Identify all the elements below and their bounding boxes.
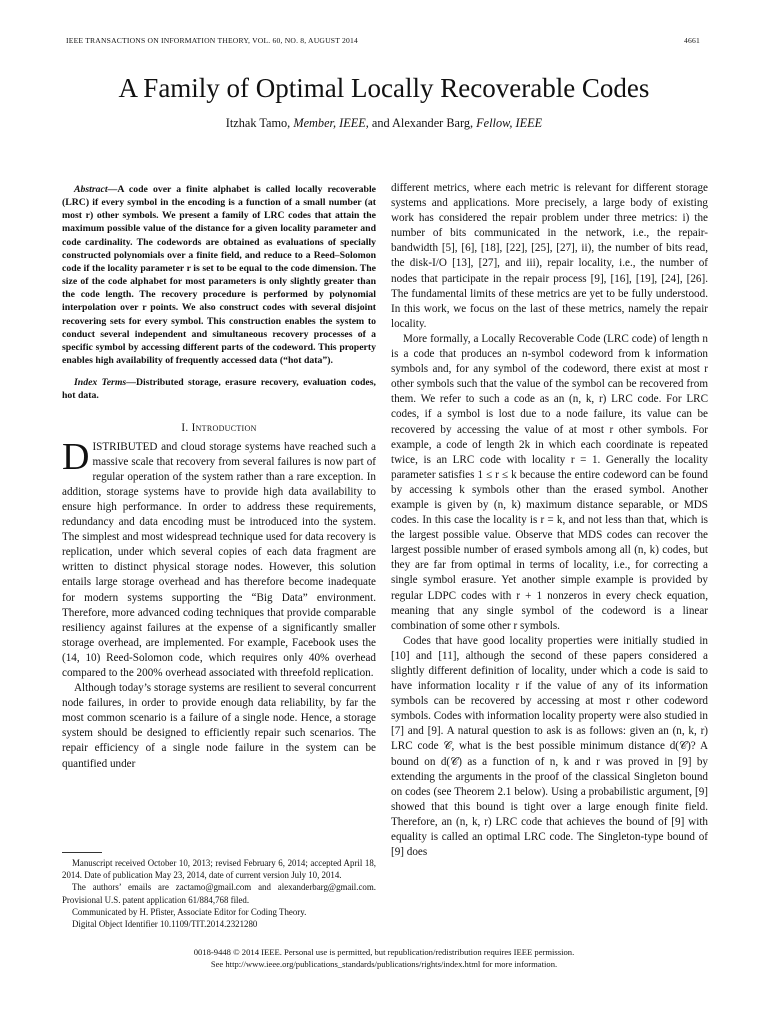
author-line <box>0 115 768 131</box>
intro-paragraph-1 <box>62 435 376 682</box>
footnote-doi: Digital Object Identifier 10.1109/TIT.2014.2321280 <box>72 919 258 930</box>
footnotes <box>62 857 376 930</box>
right-paragraph-2: More formally, a Locally Recoverable Code (LRC code) of length n is a code that produces an n-symbol codeword from k information symbols and, for any symbol of the codeword, there exist at most r other symbols such that the value of the symbol can be recovered from them. We refer to such a code as an (n, k, r) LRC code. For LRC codes, if a symbol is lost due to a node failure, its value can be recovered by accessing the value of at most r other symbols. For example, a code of length 2k in which each coordinate is repeated twice, is an LRC code with locality r = 1. Generally the locality parameter satisfies 1 ≤ r ≤ k because the entire codeword can be found by accessing k symbols other than the erased symbol. Another example is given by (n, k) maximum distance separable, or MDS codes. In this case the locality is r = k, and not less than that, which is the largest possible value. Observe that MDS codes can recover the largest possible number of erased symbols among all (n, k) codes, but they are far from optimal in terms of locality, i.e., for correcting a single symbol erasure. Yet another simple example is provided by regular LDPC codes with r + 1 nonzeros in every check equation, meaning that any single symbol of the codeword is a linear combination of some other r symbols. <box>391 332 708 632</box>
section-heading <box>62 421 376 436</box>
page-number: 4661 <box>684 36 700 45</box>
index-terms-lead: Index Terms— <box>74 377 136 389</box>
right-paragraph-3: Codes that have good locality properties were initially studied in [10] and [11], although the second of these papers considered a slightly different definition of locality, under which a code is said to have information locality r if the value of any of its information symbols can be recovered by accessing at most r other codeword symbols. Codes with information locality property were also studied in [7] and [9]. A natural question to ask is as follows: given an (n, k, r) LRC code 𝒞, what is the best possible minimum distance d(𝒞)? A bound on d(𝒞) as a function of n, k and r was proved in [9] by extending the arguments in the proof of the classical Singleton bound on codes (see Theorem 2.1 below). Using a probabilistic argument, [9] showed that this bound is tight over a large enough finite field. Therefore, an (n, k, r) LRC code that achieves the bound of [9] with equality is called an optimal LRC code. The Singleton-type bound of [9] does <box>391 634 708 859</box>
right-paragraph-1: different metrics, where each metric is relevant for different storage systems and applications. More precisely, a large body of existing work has considered the repair problem under three metrics: i) the number of bits communicated in the network, i.e., the repair-bandwidth [5], [6], [18], [22], [25], [27], ii), the number of bits read, the disk-I/O [13], [27], and iii), repair locality, i.e., the number of nodes that participate in the repair process [9], [16], [19], [24], [26]. The fundamental limits of these metrics are yet to be fully understood. In this work, we focus on the last of these metrics, namely the repair locality. <box>391 182 708 330</box>
section-title: Introduction <box>191 421 257 434</box>
intro-text-1: and cloud storage systems have reached such a massive scale that recovery from several failures is now part of regular operation of the system rather than a rare exception. In addition, storage systems have to provide high data availability to ensure high performance. In order to address these requirements, redundancy and data encoding must be introduced into the system. The simplest and most widespread technique used for data recovery is replication, under which several copies of each data fragment are written to distinct physical storage nodes. However, this solution entails large storage overhead and has therefore become inadequate for modern systems supporting the “Big Data” environment. Therefore, more advanced coding techniques that provide comparable resiliency against failures at the expense of a significantly smaller storage overhead, are implemented. For example, Facebook uses the (14, 10) Reed-Solomon code, which requires only 40% overhead compared to the 200% overhead associated with threefold replication. <box>62 440 376 679</box>
copyright-line-1: 0018-9448 © 2014 IEEE. Personal use is permitted, but republication/redistribution requires IEEE permission. <box>193 947 575 957</box>
footnote-rule <box>62 852 102 853</box>
author-1-title: Member, IEEE, <box>293 116 369 130</box>
right-column <box>391 181 708 860</box>
running-header <box>66 36 700 48</box>
author-conjunction: and Alexander Barg, <box>371 116 474 130</box>
intro-paragraph-2: Although today’s storage systems are resilient to several concurrent node failures, in order to provide enough data reliability, by far the most common scenario is a failure of a single node. Hence, a storage system should be designed to efficiently repair such scenarios. The repair efficiency of a single node failure in the system can be quantified under <box>62 682 376 770</box>
drop-cap: D <box>62 435 90 478</box>
footnote-emails: The authors’ emails are zactamo@gmail.com and alexanderbarg@gmail.com. Provisional U.S. patent application 61/884,768 filed. <box>62 882 376 905</box>
section-number: I. <box>181 421 189 434</box>
journal-name: IEEE TRANSACTIONS ON INFORMATION THEORY, VOL. 60, NO. 8, AUGUST 2014 <box>66 36 358 45</box>
left-column <box>62 183 376 772</box>
author-2-title: Fellow, IEEE <box>476 116 543 130</box>
author-1: Itzhak Tamo, <box>225 116 291 130</box>
copyright-notice <box>0 946 768 970</box>
footnote-manuscript: Manuscript received October 10, 2013; revised February 6, 2014; accepted April 18, 2014. Date of publication May 23, 2014, date of current version July 10, 2014. <box>62 858 376 881</box>
footnote-communicated: Communicated by H. Pfister, Associate Editor for Coding Theory. <box>72 906 307 917</box>
abstract-text: A code over a finite alphabet is called locally recoverable (LRC) if every symbol in the encoding is a function of a small number (at most r) other symbols. We present a family of LRC codes that attain the maximum possible value of the distance for a given locality parameter and code cardinality. The codewords are obtained as evaluations of specially constructed polynomials over a finite field, and reduce to a Reed–Solomon code if the locality parameter r is set to be equal to the code dimension. The size of the code alphabet for most parameters is only slightly greater than the code length. The recovery procedure is performed by polynomial interpolation over r points. We also construct codes with several disjoint recovering sets for every symbol. This construction enables the system to conduct several independent and simultaneous recovery processes of a specific symbol by accessing different parts of the codeword. This property enables high availability of frequently accessed data (“hot data”). <box>62 184 376 367</box>
first-word-rest: ISTRIBUTED <box>92 440 158 453</box>
index-terms <box>62 376 376 402</box>
index-terms-text: Distributed storage, erasure recovery, evaluation codes, hot data. <box>62 377 376 402</box>
copyright-line-2: See http://www.ieee.org/publications_standards/publications/rights/index.html for more information. <box>210 959 558 969</box>
paper-title: A Family of Optimal Locally Recoverable Codes <box>118 73 650 103</box>
abstract <box>62 183 376 367</box>
abstract-lead: Abstract— <box>74 184 118 195</box>
